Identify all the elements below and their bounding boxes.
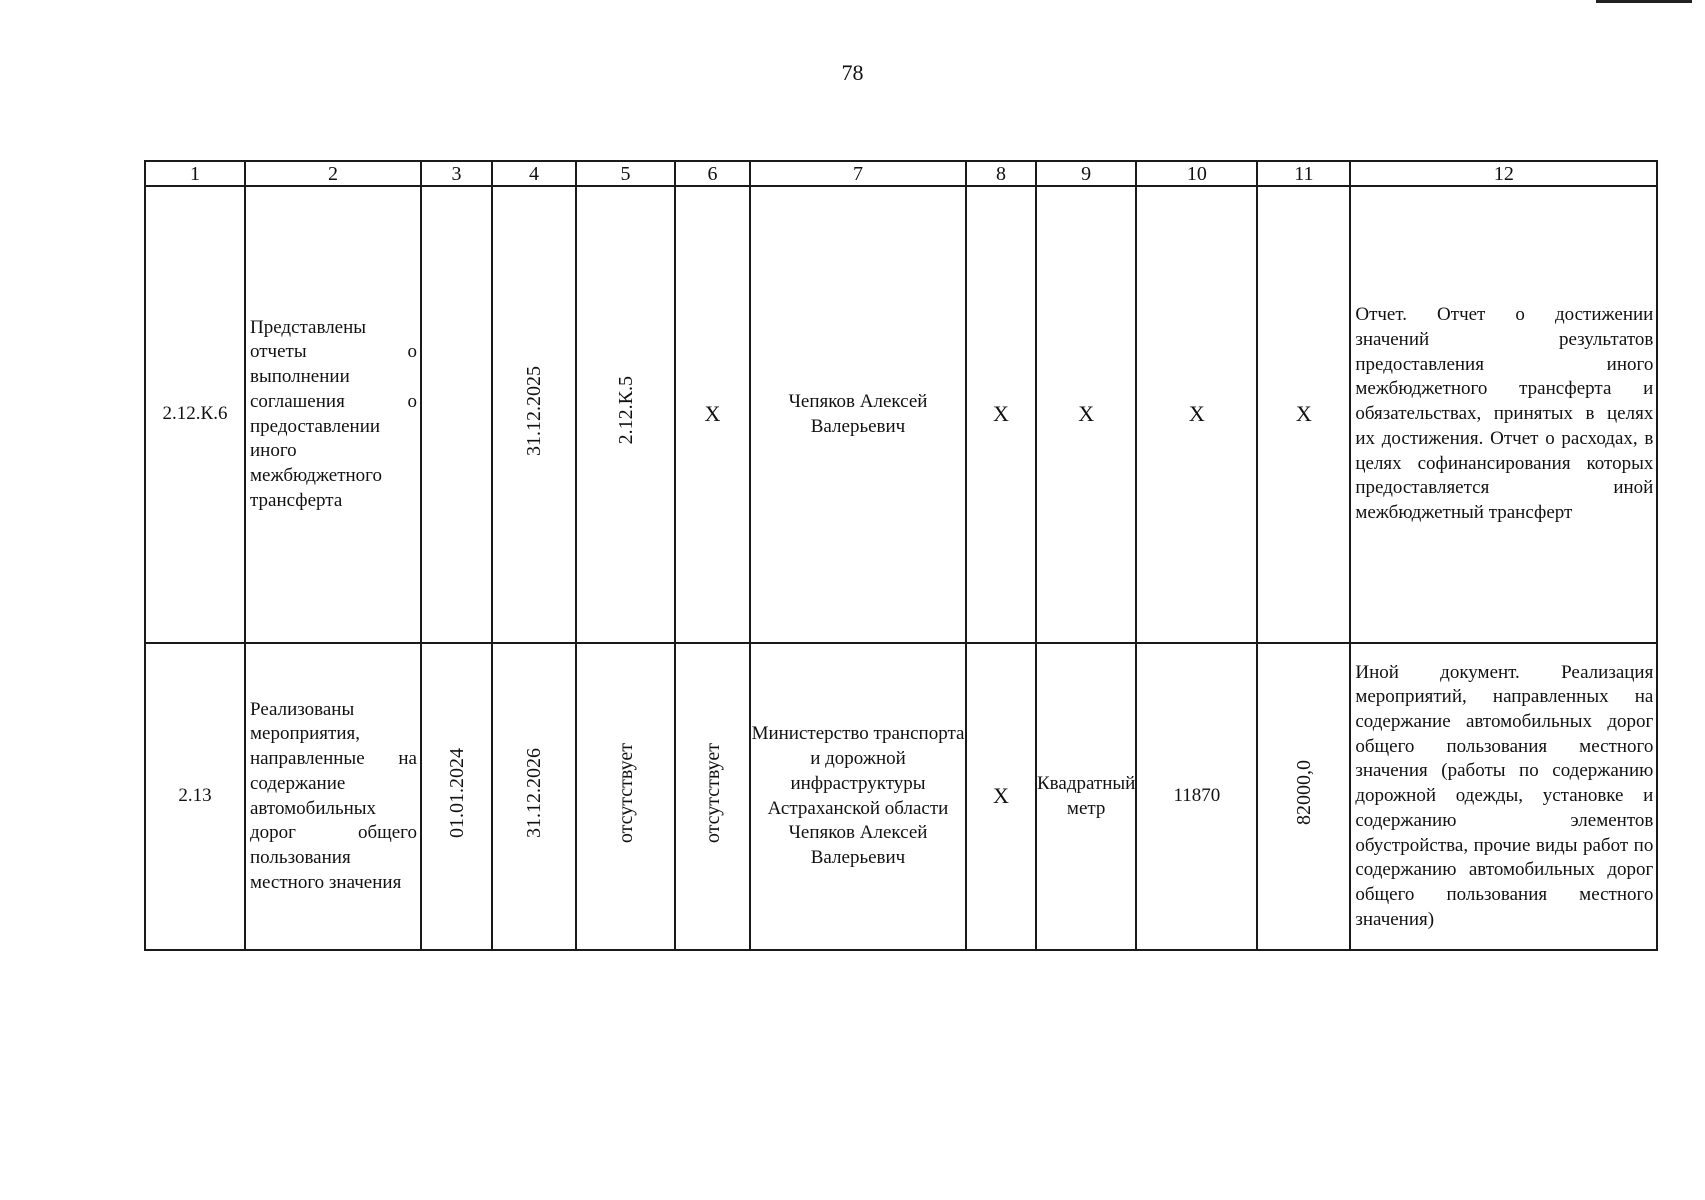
unit-of-measure: Квадратный метр: [1036, 643, 1136, 950]
page-number: 78: [841, 60, 864, 85]
item-code: 2.12.К.6: [145, 186, 245, 643]
responsible-executor: Министерство транспорта и дорожной инфраструктуры Астраханской области Чепяков Алексей Валерьевич: [750, 643, 966, 950]
document-description: Иной документ. Реализация мероприятий, направленных на содержание автомобильных дорог общего пользования местного значения (работы по содержанию дорожной одежды, установке и содержанию элементов обустройства, прочие виды работ по содержанию автомобильных дорог общего пользования местного значения): [1350, 643, 1657, 950]
funding-amount: X: [1257, 186, 1350, 643]
end-date-cell: [492, 643, 576, 950]
start-date: 01.01.2024: [445, 747, 468, 838]
responsible-executor: Чепяков Алексей Валерьевич: [750, 186, 966, 643]
column-number: 8: [966, 161, 1036, 186]
column-number: 6: [675, 161, 750, 186]
end-date: 31.12.2025: [523, 365, 545, 456]
predecessor-cell: [576, 186, 675, 643]
column-number: 9: [1036, 161, 1136, 186]
funding-amount: 82000,0: [1292, 760, 1315, 826]
predecessor-cell: [576, 643, 675, 950]
start-date-cell: [421, 643, 492, 950]
column-number: 2: [245, 161, 421, 186]
document-description: Отчет. Отчет о достижении значений результатов предоставления иного межбюджетного трансферта и обязательствах, принятых в целях их достижения. Отчет о расходах, в целях софинансирования которых предоставляется иной межбюджетный трансферт: [1350, 186, 1657, 643]
plan-table: [144, 160, 1658, 951]
result-description: Реализованы мероприятия, направленные на содержание автомобильных дорог общего пользования местного значения: [245, 643, 421, 950]
column-8-value: X: [966, 186, 1036, 643]
end-date: 31.12.2026: [523, 747, 545, 838]
item-code: 2.13: [145, 643, 245, 950]
result-description: Представлены отчеты о выполнении соглашения о предоставлении иного межбюджетного трансферта: [245, 186, 421, 643]
predecessor: 2.12.К.5: [614, 376, 637, 445]
column-number-row: [145, 161, 1657, 186]
indicator-value: 11870: [1136, 643, 1257, 950]
column-number: 11: [1257, 161, 1350, 186]
start-date-cell: [421, 186, 492, 643]
end-date-cell: [492, 186, 576, 643]
table-row: [145, 186, 1657, 643]
table-row: [145, 643, 1657, 950]
column-number: 5: [576, 161, 675, 186]
column-number: 10: [1136, 161, 1257, 186]
column-6-value: отсутствует: [701, 742, 724, 843]
predecessor: отсутствует: [614, 742, 637, 843]
column-number: 12: [1350, 161, 1657, 186]
column-number: 3: [421, 161, 492, 186]
column-number: 1: [145, 161, 245, 186]
column-8-value: X: [966, 643, 1036, 950]
column-number: 7: [750, 161, 966, 186]
column-number: 4: [492, 161, 576, 186]
column-6-cell: [675, 643, 750, 950]
top-edge-rule: [1596, 0, 1692, 3]
column-6-value: X: [675, 186, 750, 643]
indicator-value: X: [1136, 186, 1257, 643]
funding-amount-cell: [1257, 643, 1350, 950]
unit-of-measure: X: [1036, 186, 1136, 643]
